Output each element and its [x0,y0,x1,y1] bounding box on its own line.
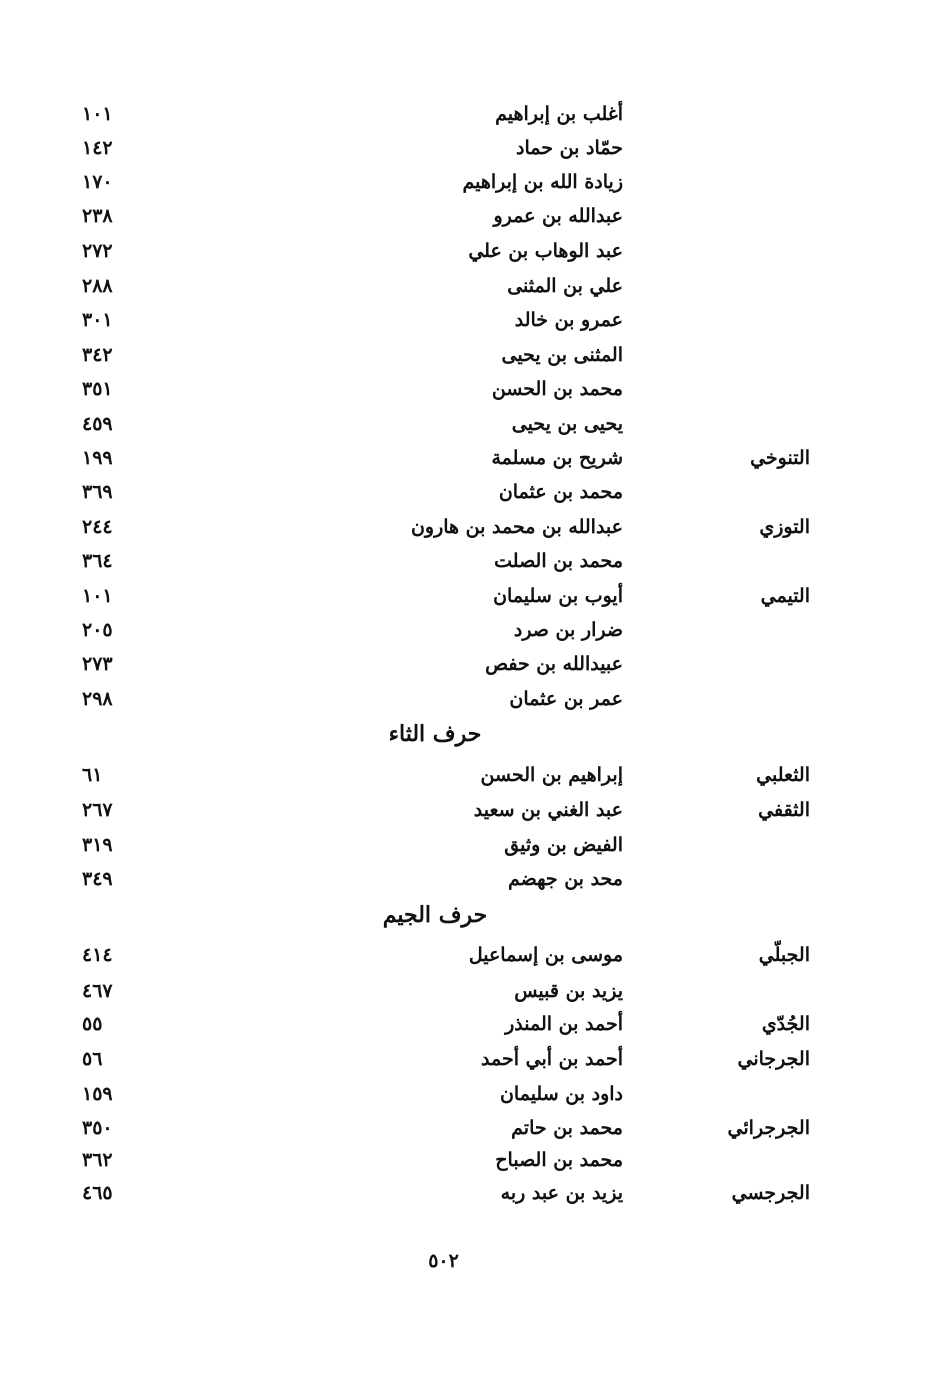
entry-name: يزيد بن قبيس [514,980,623,1002]
index-entry [0,834,943,868]
index-entry [0,275,943,309]
entry-name: إبراهيم بن الحسن [480,764,623,786]
index-entry [0,944,943,978]
entry-page-number: ٣٦٤ [82,550,113,572]
entry-nisba: الجرجسي [731,1182,810,1204]
entry-page-number: ١٥٩ [82,1083,113,1105]
index-entry [0,309,943,343]
index-entry [0,764,943,798]
index-entry [0,688,943,722]
entry-page-number: ٢٧٢ [82,240,113,262]
entry-name: عمر بن عثمان [509,688,623,710]
index-entry [0,868,943,902]
entry-nisba: الجبلّي [758,944,810,966]
entry-name: عبدالله بن محمد بن هارون [410,516,623,538]
entry-page-number: ٣٤٩ [82,868,113,890]
entry-name: شريح بن مسلمة [491,447,623,469]
index-entry [0,137,943,171]
entry-page-number: ٣٦٢ [82,1149,113,1171]
entry-page-number: ٢٣٨ [82,205,113,227]
entry-page-number: ٤٦٧ [82,980,113,1002]
entry-page-number: ٤٦٥ [82,1182,113,1204]
entry-nisba: التيمي [760,585,810,607]
entry-page-number: ٢٠٥ [82,619,113,641]
index-entry [0,103,943,137]
index-entry [0,1083,943,1117]
entry-nisba: الجُدّي [761,1013,810,1035]
entry-page-number: ٣٥٠ [82,1117,113,1139]
index-entry [0,240,943,274]
entry-nisba: الجرجاني [737,1048,810,1070]
entry-page-number: ٢٧٣ [82,653,113,675]
entry-page-number: ٣١٩ [82,834,113,856]
page-number: ٥٠٢ [428,1250,459,1272]
entry-page-number: ١٠١ [82,585,113,607]
entry-page-number: ٢٤٤ [82,516,113,538]
entry-page-number: ٢٦٧ [82,799,113,821]
index-entry [0,481,943,515]
entry-name: علي بن المثنى [507,275,623,297]
index-entry [0,585,943,619]
entry-name: المثنى بن يحيى [501,344,623,366]
entry-page-number: ١٩٩ [82,447,113,469]
entry-page-number: ١٤٢ [82,137,113,159]
entry-nisba: الجرجرائي [727,1117,810,1139]
entry-name: عبيدالله بن حفص [485,653,623,675]
entry-name: يحيى بن يحيى [511,413,623,435]
entry-name: عبد الغني بن سعيد [473,799,623,821]
entry-page-number: ٥٥ [82,1013,103,1035]
entry-page-number: ١٧٠ [82,171,113,193]
index-entry [0,1117,943,1151]
entry-name: حمّاد بن حماد [516,137,623,159]
index-entry [0,1182,943,1216]
entry-name: عبد الوهاب بن علي [468,240,623,262]
index-entry [0,344,943,378]
entry-page-number: ٢٩٨ [82,688,113,710]
entry-name: محمد بن الصباح [495,1149,623,1171]
entry-nisba: الثقفي [758,799,810,821]
entry-name: محمد بن الحسن [491,378,623,400]
entry-name: أحمد بن المنذر [505,1013,623,1035]
entry-name: أغلب بن إبراهيم [495,103,623,125]
entry-name: محمد بن الصلت [494,550,623,572]
entry-name: عمرو بن خالد [514,309,623,331]
entry-name: ضرار بن صرد [513,619,623,641]
entry-nisba: التنوخي [750,447,810,469]
entry-page-number: ١٠١ [82,103,113,125]
index-entry [0,413,943,447]
index-entry [0,1149,943,1183]
entry-name: محد بن جهضم [507,868,623,890]
index-entry [0,447,943,481]
index-entry [0,378,943,412]
index-entry [0,619,943,653]
entry-page-number: ٤١٤ [82,944,113,966]
index-entry [0,205,943,239]
entry-name: عبدالله بن عمرو [493,205,623,227]
entry-page-number: ٥٦ [82,1048,103,1070]
index-entry [0,1048,943,1082]
entry-name: يزيد بن عبد ربه [500,1182,623,1204]
entry-name: داود بن سليمان [499,1083,623,1105]
entry-page-number: ٣٦٩ [82,481,113,503]
entry-page-number: ٣٤٢ [82,344,113,366]
entry-name: زيادة الله بن إبراهيم [462,171,623,193]
entry-name: أحمد بن أبي أحمد [481,1048,623,1070]
entry-page-number: ٤٥٩ [82,413,113,435]
index-entry [0,1013,943,1047]
entry-page-number: ٦١ [82,764,103,786]
index-entry [0,653,943,687]
entry-nisba: التوزي [759,516,810,538]
entry-name: محمد بن حاتم [511,1117,623,1139]
index-entry [0,550,943,584]
letter-heading: حرف الثاء [388,721,482,747]
entry-name: موسى بن إسماعيل [468,944,623,966]
index-entry [0,799,943,833]
index-entry [0,516,943,550]
index-entry [0,980,943,1014]
entry-name: أيوب بن سليمان [493,585,623,607]
entry-name: الفيض بن وثيق [504,834,623,856]
entry-nisba: الثعلبي [756,764,810,786]
letter-heading: حرف الجيم [382,902,488,928]
entry-page-number: ٣٥١ [82,378,113,400]
index-entry [0,171,943,205]
entry-page-number: ٣٠١ [82,309,113,331]
entry-page-number: ٢٨٨ [82,275,113,297]
entry-name: محمد بن عثمان [498,481,623,503]
